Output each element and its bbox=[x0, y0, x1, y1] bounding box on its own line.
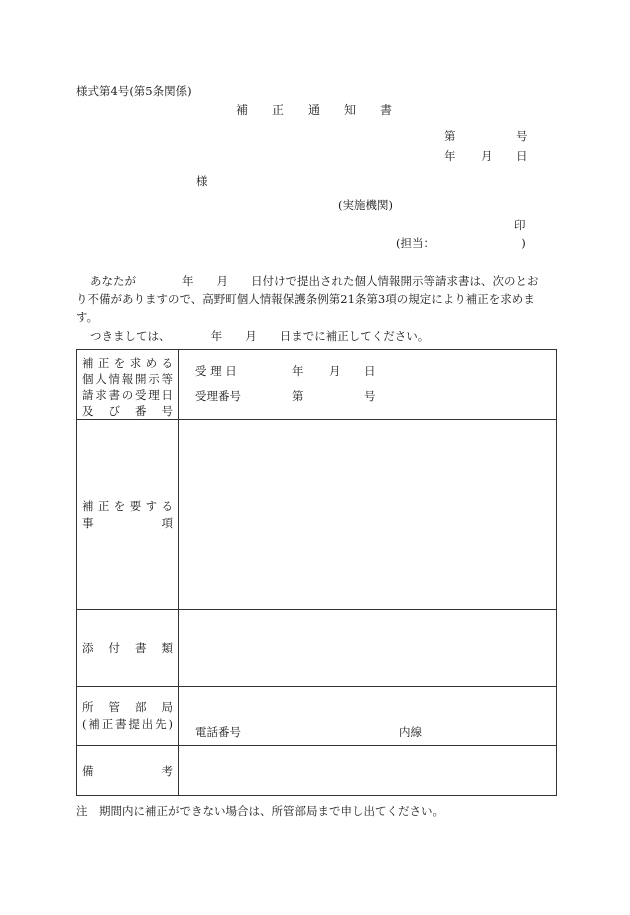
phone-label: 電話番号 bbox=[195, 725, 241, 739]
date-year: 年 bbox=[444, 149, 456, 163]
table-row-receipt bbox=[77, 350, 557, 420]
table-row-attachments bbox=[77, 610, 557, 687]
label-line: 請求書の受理日 bbox=[82, 388, 173, 402]
date-month: 月 bbox=[481, 149, 493, 163]
row-label-receipt bbox=[77, 350, 179, 420]
receipt-date-label: 受 理 日 bbox=[195, 364, 237, 378]
body-paragraph-2: つきましては、 年 月 日までに補正してください。 bbox=[90, 329, 430, 343]
document-title: 補 正 通 知 書 bbox=[236, 103, 393, 117]
row-label-remarks bbox=[77, 746, 179, 796]
body-paragraph-1-line-2: り不備がありますので、高野町個人情報保護条例第21条第3項の規定により補正を求めま bbox=[76, 292, 535, 306]
table-row-department bbox=[77, 687, 557, 746]
label-line: 所管部局 bbox=[82, 700, 173, 714]
label-line: 及び番号 bbox=[82, 404, 173, 418]
body-paragraph-1-line-3: す。 bbox=[76, 310, 99, 324]
receipt-date-year: 年 bbox=[292, 364, 304, 378]
receipt-date-month: 月 bbox=[329, 364, 341, 378]
correction-items-cell[interactable] bbox=[179, 420, 557, 610]
department-cell[interactable] bbox=[179, 687, 557, 746]
row-label-department bbox=[77, 687, 179, 746]
row-label-correction-items bbox=[77, 420, 179, 610]
addressee-honorific: 様 bbox=[196, 174, 208, 188]
label-line: 添付書類 bbox=[82, 641, 173, 655]
body-paragraph-1-line-1: あなたが 年 月 日付けで提出された個人情報開示等請求書は、次のとお bbox=[90, 274, 539, 288]
receipt-number-prefix: 第 bbox=[292, 389, 304, 403]
table-row-correction-items bbox=[77, 420, 557, 610]
receipt-date-day: 日 bbox=[364, 364, 376, 378]
receipt-number-label: 受理番号 bbox=[195, 389, 241, 403]
contact-person: (担当： ) bbox=[396, 236, 526, 250]
footnote: 注 期間内に補正ができない場合は、所管部局まで申し出てください。 bbox=[76, 804, 444, 818]
receipt-number-suffix: 号 bbox=[364, 389, 376, 403]
label-line: 補正を要する bbox=[82, 498, 173, 513]
implementing-agency: (実施機関) bbox=[338, 198, 393, 212]
seal-mark: 印 bbox=[514, 218, 526, 232]
extension-label: 内線 bbox=[399, 725, 422, 739]
label-line: 個人情報開示等 bbox=[82, 372, 173, 386]
form-number: 様式第4号(第5条関係) bbox=[76, 84, 192, 98]
date-day: 日 bbox=[516, 149, 528, 163]
number-prefix: 第 bbox=[444, 129, 456, 143]
table-row-remarks bbox=[77, 746, 557, 796]
receipt-info-cell[interactable] bbox=[179, 350, 557, 420]
attachments-cell[interactable] bbox=[179, 610, 557, 687]
remarks-cell[interactable] bbox=[179, 746, 557, 796]
correction-form-table bbox=[76, 349, 557, 796]
label-line: 備考 bbox=[82, 763, 173, 778]
label-line: 補正を求める bbox=[82, 356, 173, 370]
label-line: (補正書提出先) bbox=[82, 717, 173, 731]
label-line: 事項 bbox=[82, 515, 173, 530]
number-suffix: 号 bbox=[516, 129, 528, 143]
row-label-attachments bbox=[77, 610, 179, 687]
